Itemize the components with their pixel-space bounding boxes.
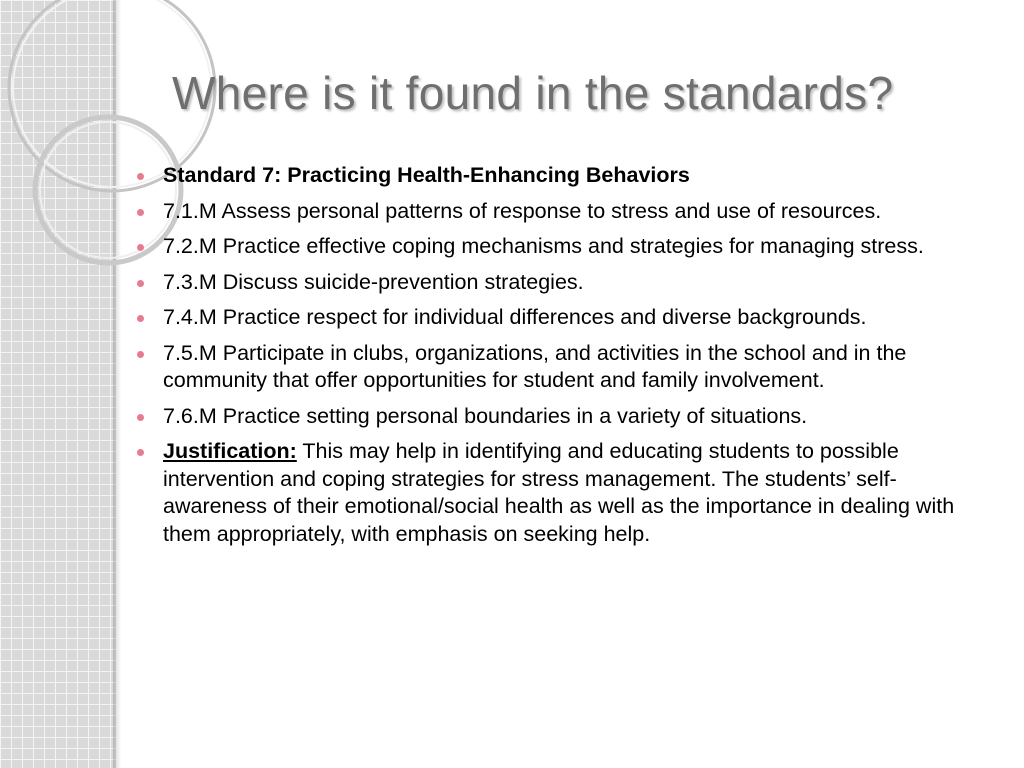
- bullet-item: [132, 233, 992, 261]
- bullet-item-justification: [132, 438, 992, 548]
- bullet-text: 7.1.M Assess personal patterns of response to stress and use of resources.: [163, 198, 882, 223]
- bullet-dot: [137, 173, 144, 180]
- bullet-text: 7.4.M Practice respect for individual differences and diverse backgrounds.: [163, 305, 867, 329]
- bullet-item: [132, 340, 992, 395]
- bullet-item: [132, 162, 992, 190]
- bullet-item: [132, 198, 992, 226]
- bullet-text-standard-heading: Standard 7: Practicing Health-Enhancing Behaviors: [163, 163, 690, 187]
- justification-text: This may help in identifying and educating students to possible intervention and coping strategies for stress management. The students’ self-awareness of their emotional/social health as well as the importance in dealing with them appropriately, with emphasis on seeking help.: [163, 439, 955, 546]
- bullet-text: 7.2.M Practice effective coping mechanisms and strategies for managing stress.: [163, 234, 924, 258]
- bullet-text: 7.6.M Practice setting personal boundaries in a variety of situations.: [163, 403, 808, 428]
- bullet-item: [132, 304, 992, 332]
- bullet-dot: [137, 244, 144, 251]
- bullet-text: 7.3.M Discuss suicide-prevention strategies.: [163, 269, 584, 294]
- justification-label: Justification:: [163, 439, 297, 463]
- bullet-dot: [137, 449, 144, 456]
- bullet-dot: [137, 209, 144, 216]
- bullet-item: [132, 269, 992, 297]
- bullet-list: [132, 162, 992, 556]
- bullet-dot: [137, 351, 144, 358]
- bullet-dot: [137, 414, 144, 421]
- bullet-item: [132, 403, 992, 431]
- bullet-text: 7.5.M Participate in clubs, organizations, and activities in the school and in the community that offer opportunities for student and family involvement.: [163, 340, 907, 392]
- bullet-dot: [137, 280, 144, 287]
- slide-title: Where is it found in the standards?: [172, 67, 894, 119]
- bullet-dot: [137, 315, 144, 322]
